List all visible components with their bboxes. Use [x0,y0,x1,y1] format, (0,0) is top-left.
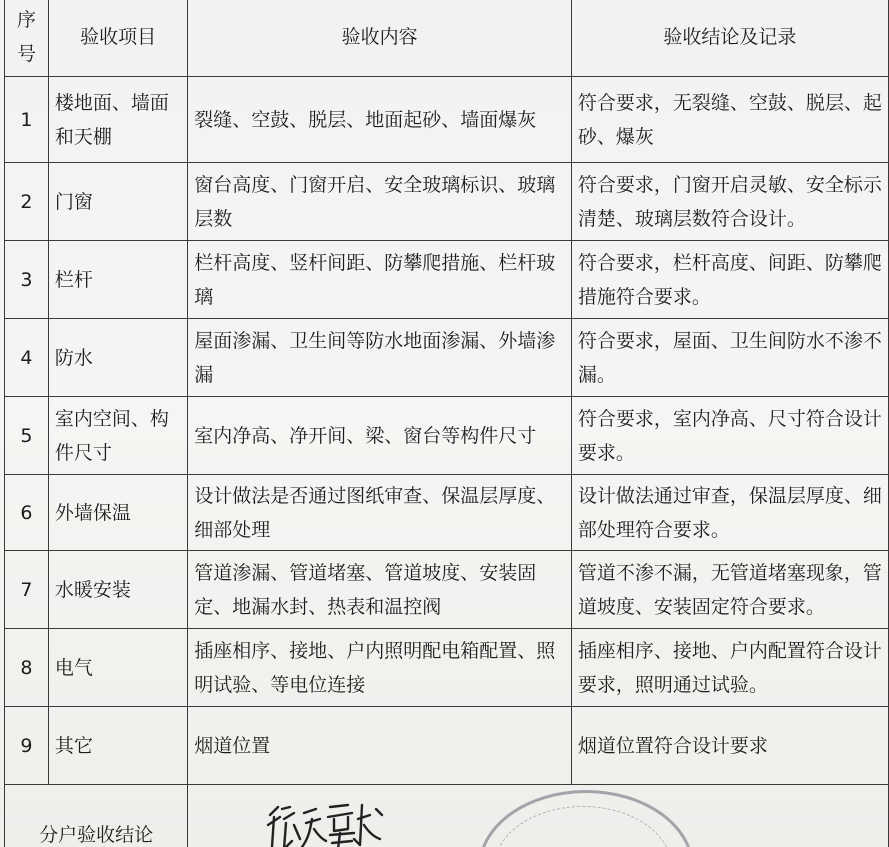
header-row [5,0,889,77]
row-conclusion: 符合要求，栏杆高度、间距、防攀爬措施符合要求。 [571,241,888,319]
row-conclusion: 符合要求，室内净高、尺寸符合设计要求。 [571,397,888,475]
table-row [5,241,889,319]
row-item: 水暖安装 [48,551,187,629]
row-item: 栏杆 [48,241,187,319]
header-conclusion: 验收结论及记录 [571,0,888,77]
row-no: 9 [5,707,49,785]
table-row [5,319,889,397]
table-row [5,707,889,785]
row-conclusion: 烟道位置符合设计要求 [571,707,888,785]
row-no: 2 [5,163,49,241]
row-no: 6 [5,475,49,551]
row-no: 1 [5,77,49,163]
table-row [5,551,889,629]
handwritten-conclusion-signature [264,795,394,847]
header-no: 序号 [5,0,49,77]
row-no: 7 [5,551,49,629]
summary-row [5,785,889,847]
row-content: 烟道位置 [188,707,572,785]
row-item: 楼地面、墙面和天棚 [48,77,187,163]
row-content: 裂缝、空鼓、脱层、地面起砂、墙面爆灰 [188,77,572,163]
row-no: 4 [5,319,49,397]
row-item: 电气 [48,629,187,707]
table-row [5,475,889,551]
row-no: 5 [5,397,49,475]
table-row [5,163,889,241]
row-item: 室内空间、构件尺寸 [48,397,187,475]
row-no: 3 [5,241,49,319]
row-conclusion: 插座相序、接地、户内配置符合设计要求，照明通过试验。 [571,629,888,707]
row-content: 室内净高、净开间、梁、窗台等构件尺寸 [188,397,572,475]
row-conclusion: 符合要求，门窗开启灵敏、安全标示清楚、玻璃层数符合设计。 [571,163,888,241]
row-no: 8 [5,629,49,707]
summary-label: 分户验收结论 [5,785,188,847]
row-item: 门窗 [48,163,187,241]
row-conclusion: 符合要求，无裂缝、空鼓、脱层、起砂、爆灰 [571,77,888,163]
row-content: 栏杆高度、竖杆间距、防攀爬措施、栏杆玻璃 [188,241,572,319]
row-content: 插座相序、接地、户内照明配电箱配置、照明试验、等电位连接 [188,629,572,707]
header-item: 验收项目 [48,0,187,77]
table-row [5,397,889,475]
acceptance-table [4,0,889,847]
row-item: 其它 [48,707,187,785]
row-conclusion: 符合要求，屋面、卫生间防水不渗不漏。 [571,319,888,397]
row-content: 设计做法是否通过图纸审查、保温层厚度、细部处理 [188,475,572,551]
header-content: 验收内容 [188,0,572,77]
row-item: 防水 [48,319,187,397]
row-content: 管道渗漏、管道堵塞、管道坡度、安装固定、地漏水封、热表和温控阀 [188,551,572,629]
row-conclusion: 设计做法通过审查，保温层厚度、细部处理符合要求。 [571,475,888,551]
table-row [5,77,889,163]
row-conclusion: 管道不渗不漏，无管道堵塞现象，管道坡度、安装固定符合要求。 [571,551,888,629]
row-item: 外墙保温 [48,475,187,551]
row-content: 窗台高度、门窗开启、安全玻璃标识、玻璃层数 [188,163,572,241]
row-content: 屋面渗漏、卫生间等防水地面渗漏、外墙渗漏 [188,319,572,397]
table-row [5,629,889,707]
